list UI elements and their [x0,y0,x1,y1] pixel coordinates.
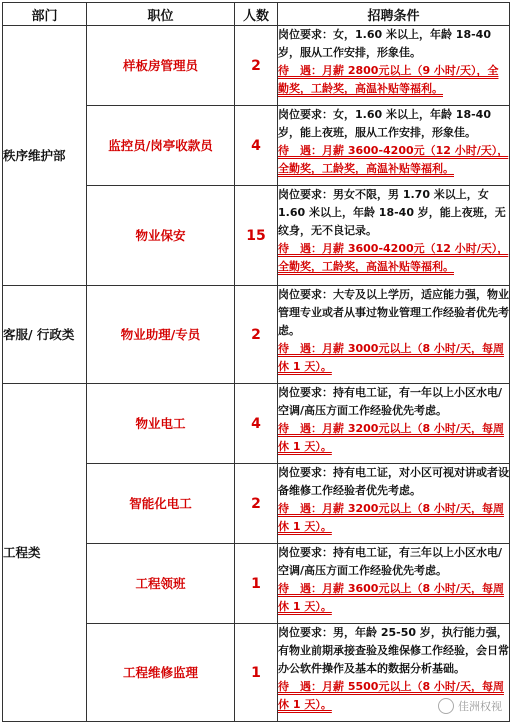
count-cell: 1 [235,624,278,722]
dept-engineering: 工程类 [3,384,87,722]
salary-text: 待 遇：月薪 3000元以上（8 小时/天，每周休 1 天）。 [278,342,504,373]
header-row [3,3,510,26]
salary-text: 待 遇：月薪 2800元以上（9 小时/天），全勤奖，工龄奖，高温补贴等福利。 [278,64,499,95]
table-row [3,384,510,464]
wechat-logo-icon [438,698,454,714]
conditions-cell [278,384,510,464]
requirement-text: 岗位要求：持有电工证，有一年以上小区水电/空调/高压方面工作经验优先考虑。 [278,386,503,417]
salary-text: 待 遇：月薪 3600元以上（8 小时/天，每周休 1 天）。 [278,582,504,613]
position-cell: 工程维修监理 [87,624,235,722]
position-cell: 智能化电工 [87,464,235,544]
table-row [3,286,510,384]
position-cell: 物业助理/专员 [87,286,235,384]
conditions-cell [278,186,510,286]
requirement-text: 岗位要求：男，年龄 25-50 岁，执行能力强，有物业前期承接查验及维保修工作经验，会日常办公软件操作及基本的数据分析基础。 [278,626,509,675]
conditions-cell [278,286,510,384]
requirement-text: 岗位要求：持有电工证，对小区可视对讲或者设备维修工作经验者优先考虑。 [278,466,509,497]
requirement-text: 岗位要求：大专及以上学历，适应能力强，物业管理专业或者从事过物业管理工作经验者优先考虑。 [278,288,509,337]
position-cell: 监控员/岗亭收款员 [87,106,235,186]
position-cell: 物业电工 [87,384,235,464]
count-cell: 2 [235,286,278,384]
conditions-cell [278,464,510,544]
salary-text: 待 遇：月薪 3200元以上（8 小时/天，每周休 1 天）。 [278,502,504,533]
position-cell: 物业保安 [87,186,235,286]
requirement-text: 岗位要求：男女不限，男 1.70 米以上，女 1.60 米以上，年龄 18-40 岁，能上夜班，无纹身，无不良记录。 [278,188,506,237]
count-cell: 2 [235,26,278,106]
header-dept: 部门 [3,3,87,26]
salary-text: 待 遇：月薪 3600-4200元（12 小时/天），全勤奖，工龄奖，高温补贴等福利。 [278,242,509,273]
header-position: 职位 [87,3,235,26]
count-cell: 2 [235,464,278,544]
count-cell: 15 [235,186,278,286]
requirement-text: 岗位要求：女，1.60 米以上，年龄 18-40 岁，服从工作安排，形象佳。 [278,28,491,59]
dept-service: 客服/ 行政类 [3,286,87,384]
position-cell: 工程领班 [87,544,235,624]
count-cell: 4 [235,384,278,464]
conditions-cell [278,106,510,186]
header-conditions: 招聘条件 [278,3,510,26]
requirement-text: 岗位要求：持有电工证，有三年以上小区水电/空调/高压方面工作经验优先考虑。 [278,546,503,577]
requirement-text: 岗位要求：女，1.60 米以上，年龄 18-40 岁，能上夜班，服从工作安排，形象佳。 [278,108,491,139]
recruitment-table [2,2,510,722]
watermark [438,698,502,714]
watermark-text: 佳洲权视 [458,700,502,713]
salary-text: 待 遇：月薪 5500元以上（8 小时/天，每周休 1 天）。 [278,680,504,711]
conditions-cell [278,544,510,624]
conditions-cell [278,26,510,106]
count-cell: 4 [235,106,278,186]
salary-text: 待 遇：月薪 3200元以上（8 小时/天，每周休 1 天）。 [278,422,504,453]
table-row [3,26,510,106]
position-cell: 样板房管理员 [87,26,235,106]
header-count: 人数 [235,3,278,26]
dept-security: 秩序维护部 [3,26,87,286]
count-cell: 1 [235,544,278,624]
salary-text: 待 遇：月薪 3600-4200元（12 小时/天），全勤奖，工龄奖，高温补贴等福利。 [278,144,509,175]
